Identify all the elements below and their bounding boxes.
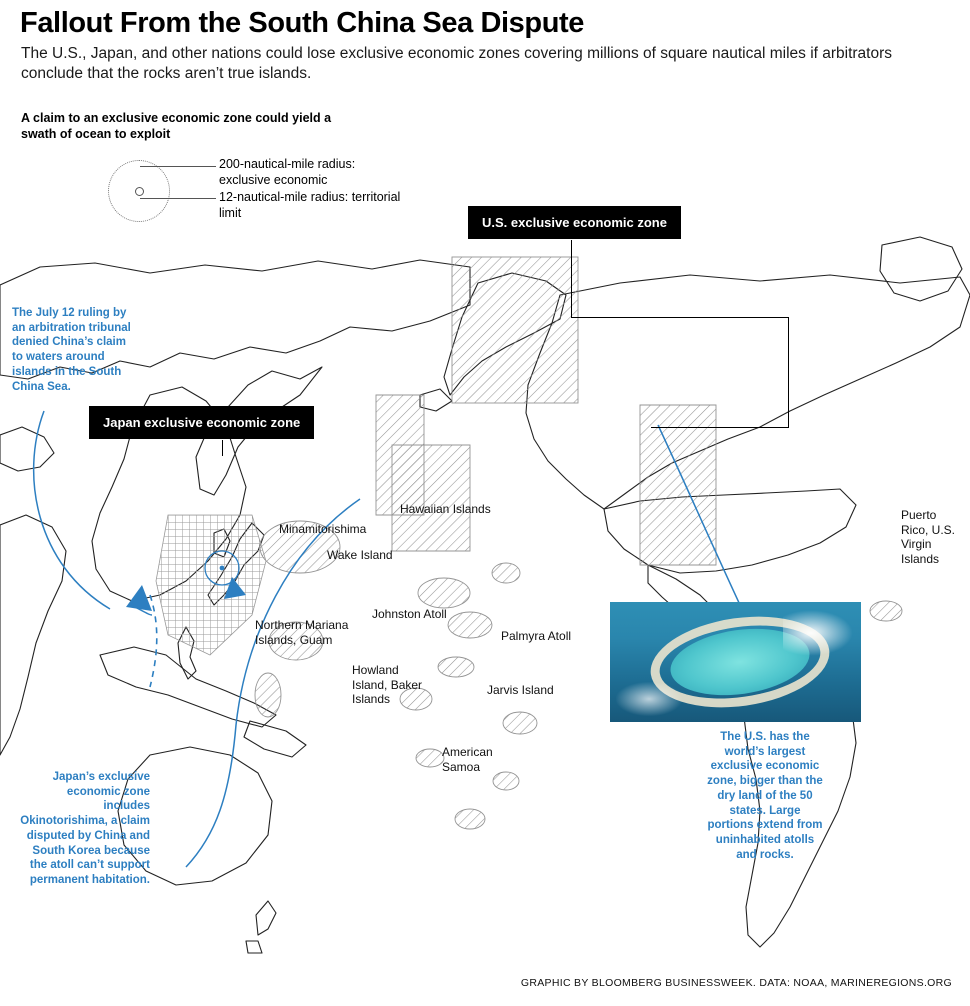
callout-us-leader xyxy=(571,240,572,318)
place-label: Palmyra Atoll xyxy=(501,629,572,643)
callout-us-eez: U.S. exclusive economic zone xyxy=(468,206,681,239)
note-july-ruling: The July 12 ruling by an arbitration tribunal denied China’s claim to waters around islands in the South China Sea. xyxy=(12,307,131,393)
photo-cloud xyxy=(783,610,853,656)
callout-japan-leader xyxy=(222,440,223,456)
atoll-photo xyxy=(610,602,861,722)
callout-us-leader-h xyxy=(571,317,789,318)
callout-us-leader-2 xyxy=(788,317,789,427)
legend-title: A claim to an exclusive economic zone could yield a swath of ocean to exploit xyxy=(21,111,332,141)
callout-us-leader-h2 xyxy=(651,427,789,428)
place-label: Johnston Atoll xyxy=(372,607,447,621)
graphic-credit: GRAPHIC BY BLOOMBERG BUSINESSWEEK. DATA: NOAA, MARINEREGIONS.ORG xyxy=(520,977,952,989)
legend-label-200nm: 200-nautical-mile radius: exclusive economic xyxy=(219,157,356,187)
page-subtitle: The U.S., Japan, and other nations could lose exclusive economic zones covering millions of square nautical miles if arbitrators conclude that the rocks aren’t true islands. xyxy=(21,45,893,83)
legend-label-12nm: 12-nautical-mile radius: territorial limit xyxy=(219,190,401,220)
photo-cloud xyxy=(616,682,682,716)
note-okinotorishima: Japan’s exclusive economic zone includes Okinotorishima, a claim disputed by China and South Korea because the atoll can’t support permanent habitation. xyxy=(20,771,150,887)
place-label: Minamitorishima xyxy=(279,522,367,536)
page-title: Fallout From the South China Sea Dispute xyxy=(20,7,585,39)
place-label: Howland Island, Baker Islands xyxy=(352,663,423,707)
place-label: Jarvis Island xyxy=(487,683,554,697)
place-label: Wake Island xyxy=(327,548,393,562)
place-label: Puerto Rico, U.S. Virgin Islands xyxy=(901,508,956,566)
note-us-largest-eez: The U.S. has the world’s largest exclusive economic zone, bigger than the dry land of the 50 states. Large portions extend from uninhabited atolls and rocks. xyxy=(707,731,823,861)
place-label: American Samoa xyxy=(442,745,493,774)
place-label: Hawaiian Islands xyxy=(400,502,491,516)
callout-japan-eez: Japan exclusive economic zone xyxy=(89,406,314,439)
place-label: Northern Mariana Islands, Guam xyxy=(255,618,349,647)
